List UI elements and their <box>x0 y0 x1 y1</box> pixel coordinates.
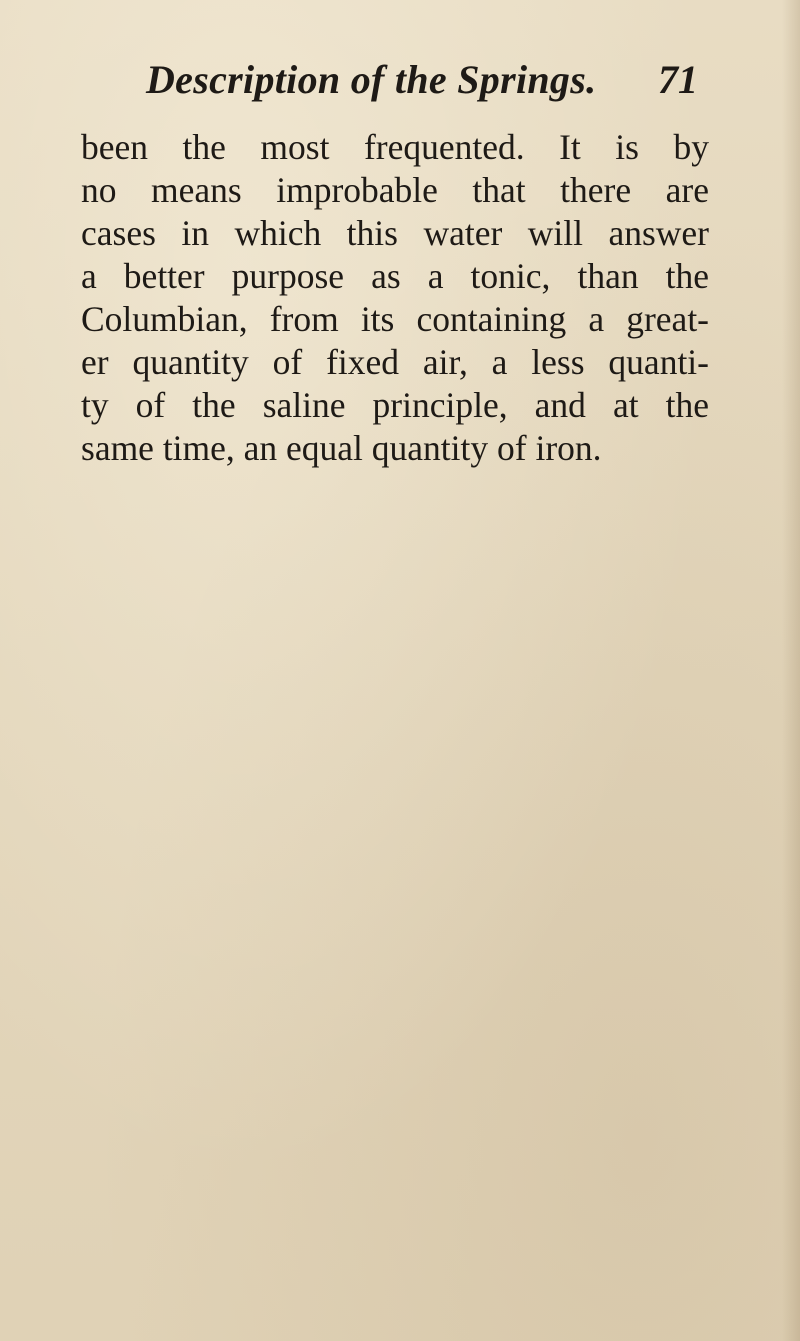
text-line: Columbian, from its containing a great- <box>81 299 709 339</box>
running-head <box>138 56 698 108</box>
text-line: cases in which this water will answer <box>81 213 709 253</box>
text-line: same time, an equal quantity of iron. <box>81 428 602 468</box>
page-number: 71 <box>658 57 698 102</box>
running-head-title: Description of the Springs. <box>146 57 597 102</box>
text-line: ty of the saline principle, and at the <box>81 385 709 425</box>
body-paragraph <box>81 126 709 470</box>
text-line: been the most frequented. It is by <box>81 127 709 167</box>
text-line: no means improbable that there are <box>81 170 709 210</box>
text-line: er quantity of fixed air, a less quanti- <box>81 342 709 382</box>
text-line: a better purpose as a tonic, than the <box>81 256 709 296</box>
